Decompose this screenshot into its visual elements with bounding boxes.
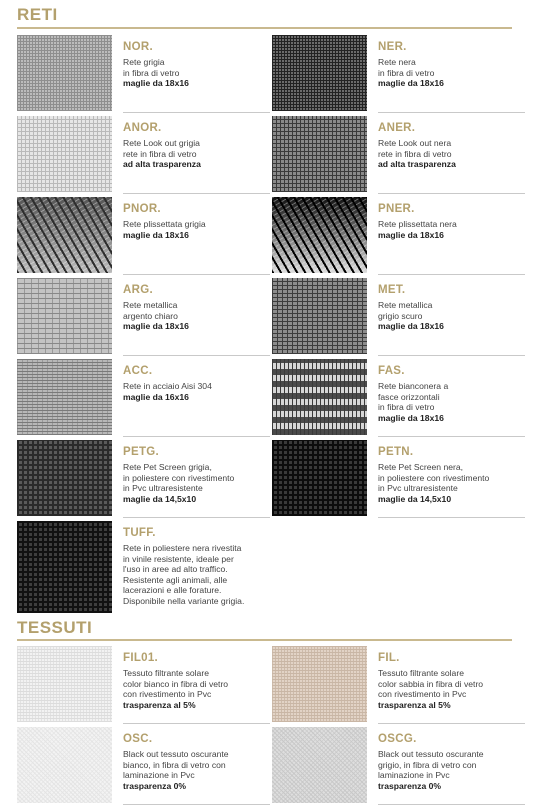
product-description (378, 57, 523, 89)
fabric-swatch-fil (272, 646, 367, 722)
fabric-swatch-fil01 (17, 646, 112, 722)
product-code: NOR. (123, 41, 153, 53)
section-title-tessuti: TESSUTI (17, 618, 93, 637)
mesh-size: maglie da 18x16 (378, 229, 444, 240)
item-divider (123, 804, 270, 805)
description-text: Tessuto filtrante solare color bianco in fibra di vetro con rivestimento in Pvc (123, 668, 229, 700)
product-anor (17, 116, 270, 194)
product-code: OSCG. (378, 733, 417, 745)
product-pnor (17, 197, 270, 275)
product-description (378, 381, 523, 423)
item-divider (123, 436, 270, 437)
product-fas (272, 359, 525, 437)
product-code: TUFF. (123, 527, 156, 539)
product-description (123, 381, 268, 402)
mesh-size: maglie da 18x16 (123, 78, 189, 89)
product-osc (17, 727, 270, 805)
mesh-size: maglie da 18x16 (378, 78, 444, 89)
description-text: Rete in poliestere nera rivestita in vinile resistente, ideale per l'uso in aree ad alto traffico. Resistente agli animali, alle lacerazioni e alle forature. Disponibile nella variante grigia. (123, 543, 245, 606)
mesh-size: ad alta trasparenza (378, 159, 456, 170)
transparency: trasparenza 0% (123, 780, 187, 791)
description-text: Rete metallica grigio scuro (378, 300, 433, 321)
product-code: ANOR. (123, 122, 162, 134)
fabric-swatch-osc (17, 727, 112, 803)
product-description (123, 300, 268, 332)
product-code: PETN. (378, 446, 414, 458)
product-ner (272, 35, 525, 113)
product-code: FAS. (378, 365, 405, 377)
mesh-swatch-pnor (17, 197, 112, 273)
mesh-swatch-petg (17, 440, 112, 516)
item-divider (123, 112, 270, 113)
description-text: Black out tessuto oscurante grigio, in fibra di vetro con laminazione in Pvc (378, 749, 484, 781)
mesh-swatch-arg (17, 278, 112, 354)
product-code: NER. (378, 41, 407, 53)
product-code: FIL01. (123, 652, 159, 664)
description-text: Rete Pet Screen nera, in poliestere con rivestimento in Pvc ultraresistente (378, 462, 490, 494)
product-petg (17, 440, 270, 518)
item-divider (378, 355, 525, 356)
mesh-size: maglie da 18x16 (378, 412, 444, 423)
product-description (378, 462, 523, 504)
mesh-size: ad alta trasparenza (123, 159, 201, 170)
product-code: ACC. (123, 365, 153, 377)
item-divider (378, 193, 525, 194)
mesh-size: maglie da 18x16 (378, 321, 444, 332)
item-divider (123, 723, 270, 724)
item-divider (378, 517, 525, 518)
product-description (378, 749, 523, 791)
product-description (378, 138, 523, 170)
description-text: Rete in acciaio Aisi 304 (123, 381, 212, 391)
product-description (123, 57, 268, 89)
mesh-swatch-ner (272, 35, 367, 111)
item-divider (123, 517, 270, 518)
section-title-reti: RETI (17, 5, 58, 24)
mesh-swatch-tuff (17, 521, 112, 613)
description-text: Black out tessuto oscurante bianco, in fibra di vetro con laminazione in Pvc (123, 749, 229, 781)
item-divider (378, 723, 525, 724)
mesh-swatch-anor (17, 116, 112, 192)
mesh-swatch-fas (272, 359, 367, 435)
product-nor (17, 35, 270, 113)
description-text: Rete plissettata grigia (123, 219, 206, 229)
product-description (123, 138, 268, 170)
product-description (123, 219, 268, 240)
mesh-swatch-nor (17, 35, 112, 111)
item-divider (123, 274, 270, 275)
description-text: Rete Look out nera rete in fibra di vetro (378, 138, 452, 159)
item-divider (378, 804, 525, 805)
section-divider-tessuti (17, 639, 512, 641)
mesh-swatch-aner (272, 116, 367, 192)
mesh-swatch-petn (272, 440, 367, 516)
mesh-size: maglie da 16x16 (123, 391, 189, 402)
transparency: trasparenza 0% (378, 780, 442, 791)
transparency: trasparenza al 5% (378, 699, 451, 710)
description-text: Rete Pet Screen grigia, in poliestere con rivestimento in Pvc ultraresistente (123, 462, 235, 494)
product-pner (272, 197, 525, 275)
item-divider (378, 436, 525, 437)
product-code: PNER. (378, 203, 415, 215)
mesh-size: maglie da 18x16 (123, 321, 189, 332)
product-arg (17, 278, 270, 356)
description-text: Rete Look out grigia rete in fibra di vetro (123, 138, 200, 159)
product-petn (272, 440, 525, 518)
transparency: trasparenza al 5% (123, 699, 196, 710)
description-text: Tessuto filtrante solare color sabbia in fibra di vetro con rivestimento in Pvc (378, 668, 484, 700)
product-code: MET. (378, 284, 406, 296)
item-divider (123, 193, 270, 194)
product-tuff (17, 521, 270, 613)
mesh-swatch-acc (17, 359, 112, 435)
description-text: Rete nera in fibra di vetro (378, 57, 435, 78)
description-text: Rete bianconera a fasce orizzontali in fibra di vetro (378, 381, 449, 413)
description-text: Rete metallica argento chiaro (123, 300, 178, 321)
product-description (378, 219, 523, 240)
product-code: PETG. (123, 446, 160, 458)
product-met (272, 278, 525, 356)
product-description (123, 543, 268, 607)
product-code: PNOR. (123, 203, 161, 215)
fabric-swatch-oscg (272, 727, 367, 803)
description-text: Rete grigia in fibra di vetro (123, 57, 180, 78)
product-description (123, 462, 268, 504)
product-description (123, 749, 268, 791)
mesh-swatch-met (272, 278, 367, 354)
mesh-swatch-pner (272, 197, 367, 273)
item-divider (378, 112, 525, 113)
product-acc (17, 359, 270, 437)
section-divider-reti (17, 27, 512, 29)
product-fil01 (17, 646, 270, 724)
mesh-size: maglie da 14,5x10 (378, 493, 452, 504)
product-fil (272, 646, 525, 724)
mesh-size: maglie da 14,5x10 (123, 493, 197, 504)
product-aner (272, 116, 525, 194)
product-description (378, 300, 523, 332)
mesh-size: maglie da 18x16 (123, 229, 189, 240)
product-code: ANER. (378, 122, 416, 134)
product-description (378, 668, 523, 710)
product-code: FIL. (378, 652, 400, 664)
product-code: ARG. (123, 284, 153, 296)
product-description (123, 668, 268, 710)
product-oscg (272, 727, 525, 805)
product-code: OSC. (123, 733, 153, 745)
item-divider (378, 274, 525, 275)
item-divider (123, 355, 270, 356)
description-text: Rete plissettata nera (378, 219, 457, 229)
